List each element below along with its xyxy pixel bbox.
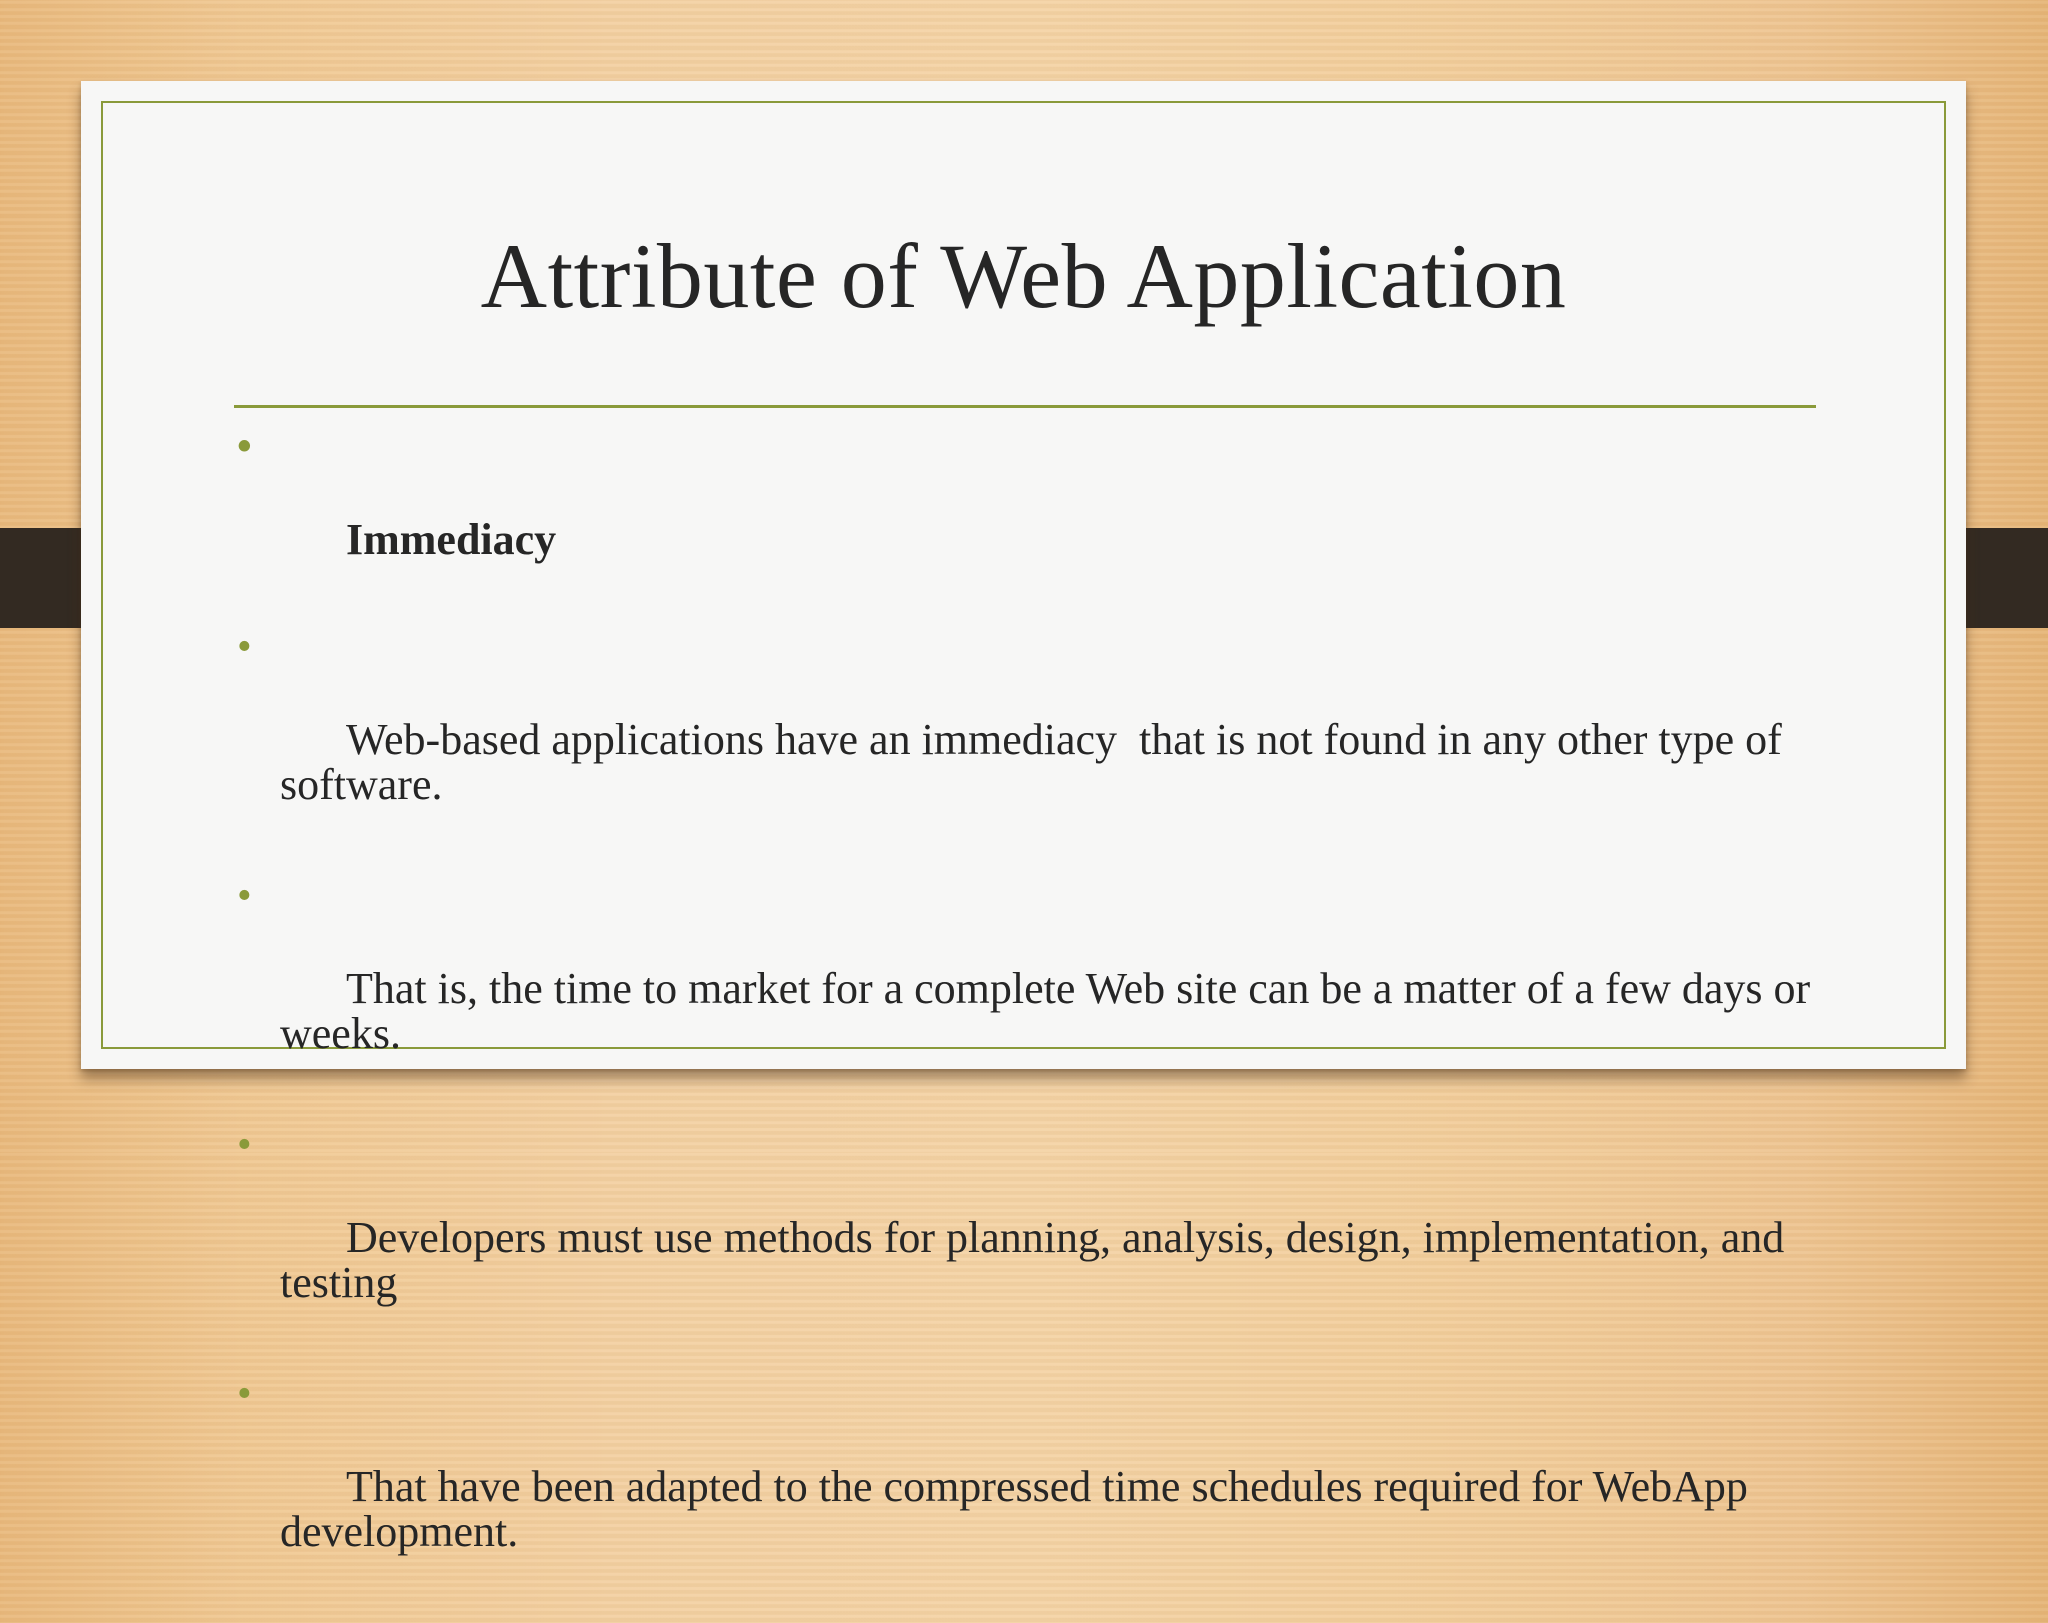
bullet-item — [234, 873, 1884, 1101]
slide — [81, 81, 1966, 1556]
bullet-text: Web-based applications have an immediacy that is not found in any other type of software. — [280, 715, 1793, 809]
title-divider — [234, 405, 1816, 408]
bullet-icon: • — [237, 1122, 252, 1168]
bullet-item — [234, 624, 1884, 852]
bullet-icon: • — [237, 1371, 252, 1417]
bullet-text: That have been adapted to the compressed time schedules required for WebApp development. — [280, 1462, 1759, 1556]
bullet-list — [234, 424, 1884, 1623]
bullet-text: That is, the time to market for a complete Web site can be a matter of a few days or weeks. — [280, 964, 1822, 1058]
bullet-item — [234, 424, 1884, 607]
bullet-text: Developers must use methods for planning, analysis, design, implementation, and testing — [280, 1213, 1796, 1307]
bullet-item — [234, 1122, 1884, 1350]
bullet-item — [234, 1371, 1884, 1599]
bullet-icon: • — [237, 424, 252, 470]
slide-title: Attribute of Web Application — [480, 225, 1567, 327]
bullet-text: Immediacy — [346, 515, 557, 564]
bullet-icon: • — [237, 624, 252, 670]
bullet-icon: • — [237, 873, 252, 919]
